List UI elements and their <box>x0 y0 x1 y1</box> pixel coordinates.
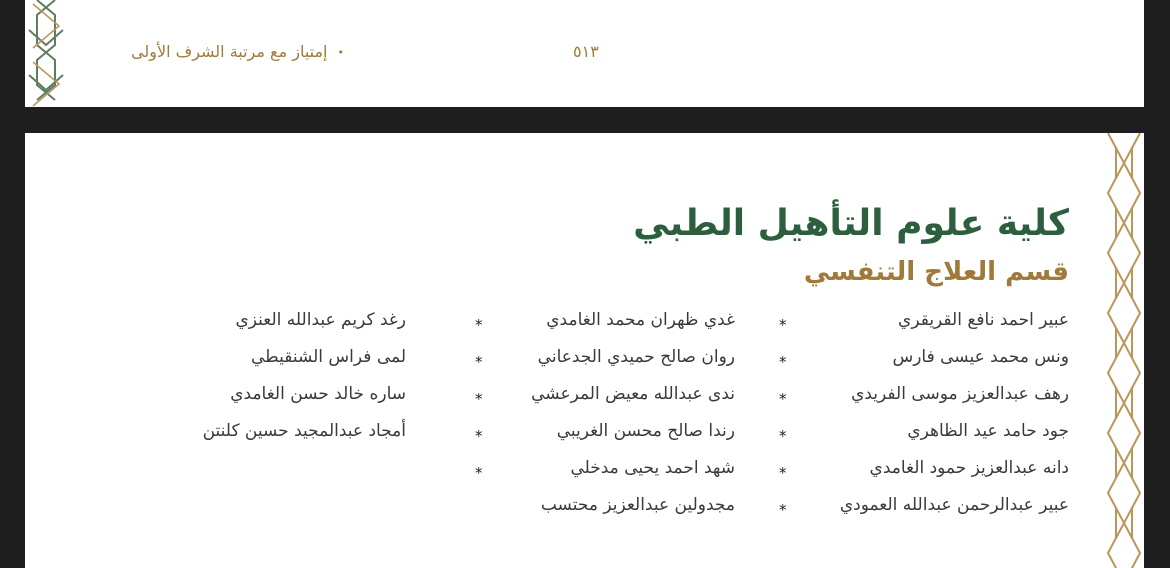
student-name: ندى عبدالله معيض المرعشي <box>531 384 735 404</box>
student-name: دانه عبدالعزيز حمود الغامدي <box>869 458 1069 478</box>
student-name: أمجاد عبدالمجيد حسين كلنتن <box>202 421 406 441</box>
student-name: روان صالح حميدي الجدعاني <box>537 347 735 367</box>
student-name: شهد احمد يحيى مدخلي <box>570 458 735 478</box>
name-entry <box>475 307 735 344</box>
page-number: ٥١٣ <box>573 42 599 61</box>
name-entry <box>779 344 1069 381</box>
department-title: قسم العلاج التنفسي <box>803 257 1069 287</box>
name-entry <box>475 344 735 381</box>
name-entry <box>779 307 1069 344</box>
ornament-border-right <box>1104 133 1144 568</box>
asterisk-bullet: * <box>779 464 787 482</box>
asterisk-bullet: * <box>475 316 483 334</box>
student-name: لمى فراس الشنقيطي <box>250 347 406 367</box>
student-name: غدي ظهران محمد الغامدي <box>546 310 735 330</box>
asterisk-bullet: * <box>779 390 787 408</box>
asterisk-bullet: * <box>779 316 787 334</box>
name-entry <box>779 381 1069 418</box>
name-entry <box>116 344 406 381</box>
student-name: جود حامد عيد الظاهري <box>907 421 1069 441</box>
name-entry <box>779 492 1069 529</box>
honor-bullet: • <box>337 46 344 59</box>
student-name: مجدولين عبدالعزيز محتسب <box>540 495 735 515</box>
ornament-border-left <box>25 0 71 107</box>
student-name: عبير عبدالرحمن عبدالله العمودي <box>839 495 1069 515</box>
names-column-1 <box>779 307 1069 529</box>
asterisk-bullet: * <box>475 353 483 371</box>
previous-page <box>25 0 1144 107</box>
current-page <box>25 133 1144 568</box>
name-entry <box>475 455 735 492</box>
asterisk-bullet: * <box>779 353 787 371</box>
asterisk-bullet: * <box>475 390 483 408</box>
asterisk-bullet: * <box>475 464 483 482</box>
name-entry <box>779 418 1069 455</box>
name-entry <box>116 418 406 455</box>
name-entry <box>475 492 735 529</box>
asterisk-bullet: * <box>475 427 483 445</box>
student-name: رغد كريم عبدالله العنزي <box>235 310 406 330</box>
name-entry <box>116 381 406 418</box>
honor-degree-line <box>114 42 344 61</box>
name-entry <box>116 307 406 344</box>
name-entry <box>475 418 735 455</box>
asterisk-bullet: * <box>779 427 787 445</box>
student-name: عبير احمد نافع القريقري <box>898 310 1069 330</box>
honor-degree-label: إمتياز مع مرتبة الشرف الأولى <box>131 42 328 61</box>
name-entry <box>475 381 735 418</box>
student-name: ساره خالد حسن الغامدي <box>230 384 406 404</box>
names-column-2 <box>475 307 735 529</box>
student-name: رندا صالح محسن الغريبي <box>556 421 735 441</box>
student-name: ونس محمد عيسى فارس <box>892 347 1069 367</box>
student-name: رهف عبدالعزيز موسى الفريدي <box>851 384 1069 404</box>
name-entry <box>779 455 1069 492</box>
names-column-3 <box>116 307 406 455</box>
college-title: كلية علوم التأهيل الطبي <box>633 203 1069 244</box>
asterisk-bullet: * <box>779 501 787 519</box>
